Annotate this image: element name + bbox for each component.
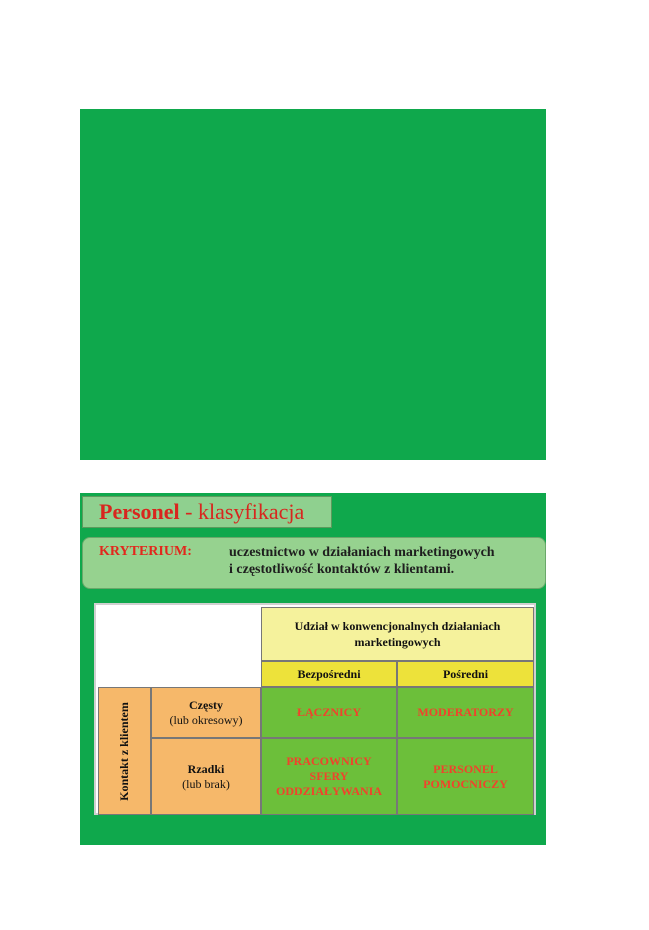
blank-slide bbox=[80, 109, 546, 460]
row-header-rare bbox=[151, 738, 261, 815]
col-header-direct: Bezpośredni bbox=[261, 661, 397, 687]
row-sublabel: (lub okresowy) bbox=[169, 712, 243, 727]
personnel-slide bbox=[80, 493, 546, 845]
criterion-label-text: KRYTERIUM bbox=[99, 544, 188, 559]
cell-moderators: MODERATORZY bbox=[397, 687, 534, 738]
criterion-line-1: uczestnictwo w działaniach marketingowych bbox=[229, 545, 495, 560]
side-header-cell bbox=[98, 687, 151, 815]
criterion-box bbox=[82, 537, 546, 589]
title-rest-part: - klasyfikacja bbox=[185, 499, 305, 524]
criterion-line-2: i częstotliwość kontaktów z klientami. bbox=[229, 562, 455, 577]
criterion-colon: : bbox=[187, 544, 192, 559]
classification-table bbox=[94, 603, 536, 815]
criterion-text bbox=[229, 544, 495, 578]
cell-support-staff: PERSONEL POMOCNICZY bbox=[397, 738, 534, 815]
row-header-frequent bbox=[151, 687, 261, 738]
row-label: Częsty bbox=[189, 697, 223, 712]
cell-influence-staff: PRACOWNICY SFERY ODDZIAŁYWANIA bbox=[261, 738, 397, 815]
slide-title bbox=[82, 496, 332, 528]
row-sublabel: (lub brak) bbox=[182, 776, 230, 791]
col-header-indirect: Pośredni bbox=[397, 661, 534, 687]
cell-connectors: ŁĄCZNICY bbox=[261, 687, 397, 738]
top-header-cell: Udział w konwencjonalnych działaniach marketingowych bbox=[261, 607, 534, 661]
side-header-text: Kontakt z klientem bbox=[117, 701, 132, 801]
criterion-label bbox=[99, 544, 192, 560]
row-label: Rzadki bbox=[187, 761, 225, 776]
title-bold-part: Personel bbox=[99, 499, 180, 524]
